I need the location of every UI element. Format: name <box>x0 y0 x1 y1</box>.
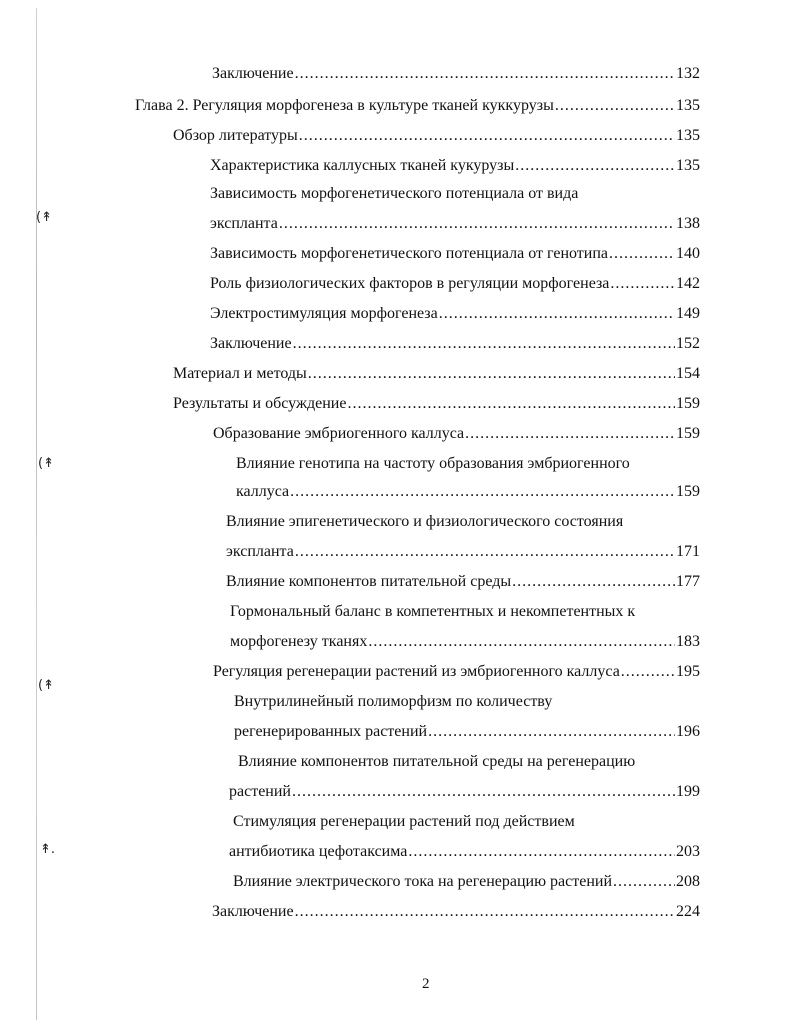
toc-entry <box>229 842 700 862</box>
toc-leader-dots <box>292 782 675 802</box>
scan-margin-line <box>36 8 37 1020</box>
toc-entry <box>173 364 700 384</box>
toc-leader-dots <box>347 394 675 414</box>
toc-entry <box>229 782 700 802</box>
toc-entry-title: Внутрилинейный полиморфизм по количеству <box>234 693 553 710</box>
toc-entry-page: 135 <box>676 97 700 114</box>
toc-entry-title: растений <box>229 783 291 800</box>
toc-entry-title: Материал и методы <box>173 365 307 382</box>
toc-entry-title: Регуляция регенерации растений из эмбриогенного каллуса <box>213 663 620 680</box>
toc-entry-title: регенерированных растений <box>234 723 428 740</box>
toc-leader-dots <box>295 902 675 922</box>
toc-entry <box>233 872 700 892</box>
toc-entry <box>210 214 700 234</box>
toc-entry-page: 171 <box>676 543 700 560</box>
toc-leader-dots <box>290 482 675 502</box>
toc-entry-page: 135 <box>676 127 700 144</box>
toc-entry-page: 138 <box>676 215 700 232</box>
scan-mark-icon: (↟ <box>38 678 54 693</box>
toc-entry <box>210 304 700 324</box>
toc-entry-title: Роль физиологических факторов в регуляции морфогенеза <box>210 275 610 292</box>
toc-leader-dots <box>295 64 675 84</box>
toc-leader-dots <box>408 842 675 862</box>
toc-entry-page: 154 <box>676 365 700 382</box>
toc-leader-dots <box>610 274 675 294</box>
toc-entry-title: Влияние компонентов питательной среды <box>226 573 512 590</box>
toc-entry-title: Зависимость морфогенетического потенциала от генотипа <box>210 245 609 262</box>
toc-entry-title: экспланта <box>226 543 294 560</box>
toc-entry <box>226 542 700 562</box>
toc-entry-page: 140 <box>676 245 700 262</box>
toc-entry-title: Глава 2. Регуляция морфогенеза в культуре тканей куккурузы <box>135 97 554 114</box>
toc-leader-dots <box>515 156 675 176</box>
scan-mark-icon: (↟ <box>38 456 54 471</box>
toc-entry-title: Стимуляция регенерации растений под действием <box>233 813 575 830</box>
toc-entry-page: 142 <box>676 275 700 292</box>
toc-entry-page: 203 <box>676 843 700 860</box>
toc-entry <box>173 126 700 146</box>
toc-entry-page: 159 <box>676 425 700 442</box>
toc-leader-dots <box>609 244 675 264</box>
toc-entry <box>210 334 700 354</box>
toc-entry-title: антибиотика цефотаксима <box>229 843 408 860</box>
toc-entry-page: 183 <box>676 633 700 650</box>
toc-leader-dots <box>308 364 675 384</box>
toc-entry-title: Образование эмбриогенного каллуса <box>213 425 465 442</box>
toc-entry <box>173 394 700 414</box>
page-number: 2 <box>422 976 430 992</box>
toc-entry <box>210 244 700 264</box>
toc-entry-page: 159 <box>676 395 700 412</box>
toc-leader-dots <box>299 126 675 146</box>
toc-entry-title: Электростимуляция морфогенеза <box>210 305 438 322</box>
toc-entry-page: 177 <box>676 573 700 590</box>
toc-entry <box>210 156 700 176</box>
toc-leader-dots <box>621 662 675 682</box>
toc-leader-dots <box>279 214 675 234</box>
toc-entry-title: Характеристика каллусных тканей кукурузы <box>210 157 515 174</box>
toc-leader-dots <box>295 542 675 562</box>
toc-leader-dots <box>439 304 675 324</box>
toc-entry-page: 199 <box>676 783 700 800</box>
toc-entry <box>212 902 700 922</box>
toc-leader-dots <box>368 632 675 652</box>
toc-entry <box>230 632 700 652</box>
toc-leader-dots <box>465 424 675 444</box>
toc-entry-page: 196 <box>676 723 700 740</box>
toc-leader-dots <box>555 96 675 116</box>
toc-entry-title: Результаты и обсуждение <box>173 395 347 412</box>
toc-entry-title: Влияние электрического тока на регенерацию растений <box>233 873 613 890</box>
toc-leader-dots <box>512 572 675 592</box>
toc-entry-title: Гормональный баланс в компетентных и некомпетентных к <box>230 603 636 620</box>
toc-entry-title: Влияние эпигенетического и физиологического состояния <box>226 513 624 530</box>
toc-entry-title: каллуса <box>236 483 290 500</box>
toc-entry-title: Заключение <box>210 335 292 352</box>
toc-entry-title: Зависимость морфогенетического потенциала от вида <box>210 185 579 202</box>
toc-entry-title: Обзор литературы <box>173 127 298 144</box>
toc-entry-page: 195 <box>676 663 700 680</box>
toc-entry-title: Заключение <box>212 65 294 82</box>
scan-mark-icon: (↟ <box>36 210 52 225</box>
toc-entry-page: 224 <box>676 903 700 920</box>
toc-entry-page: 208 <box>676 873 700 890</box>
toc-entry <box>213 662 700 682</box>
toc-entry <box>210 274 700 294</box>
toc-entry-title: Влияние компонентов питательной среды на регенерацию <box>238 753 636 770</box>
toc-entry-title: морфогенезу тканях <box>230 633 368 650</box>
toc-entry-page: 159 <box>676 483 700 500</box>
toc-entry-page: 132 <box>676 65 700 82</box>
toc-entry-page: 149 <box>676 305 700 322</box>
scan-mark-icon: ↟. <box>40 842 56 857</box>
toc-entry <box>135 96 700 116</box>
toc-entry <box>213 424 700 444</box>
toc-entry <box>236 482 700 502</box>
toc-entry <box>212 64 700 84</box>
toc-leader-dots <box>428 722 675 742</box>
toc-entry-page: 135 <box>676 157 700 174</box>
toc-entry <box>226 572 700 592</box>
toc-entry-page: 152 <box>676 335 700 352</box>
toc-entry <box>234 722 700 742</box>
toc-leader-dots <box>613 872 675 892</box>
toc-entry-title: Заключение <box>212 903 294 920</box>
toc-leader-dots <box>293 334 675 354</box>
toc-entry-title: Влияние генотипа на частоту образования эмбриогенного <box>236 455 630 472</box>
toc-entry-title: экспланта <box>210 215 278 232</box>
